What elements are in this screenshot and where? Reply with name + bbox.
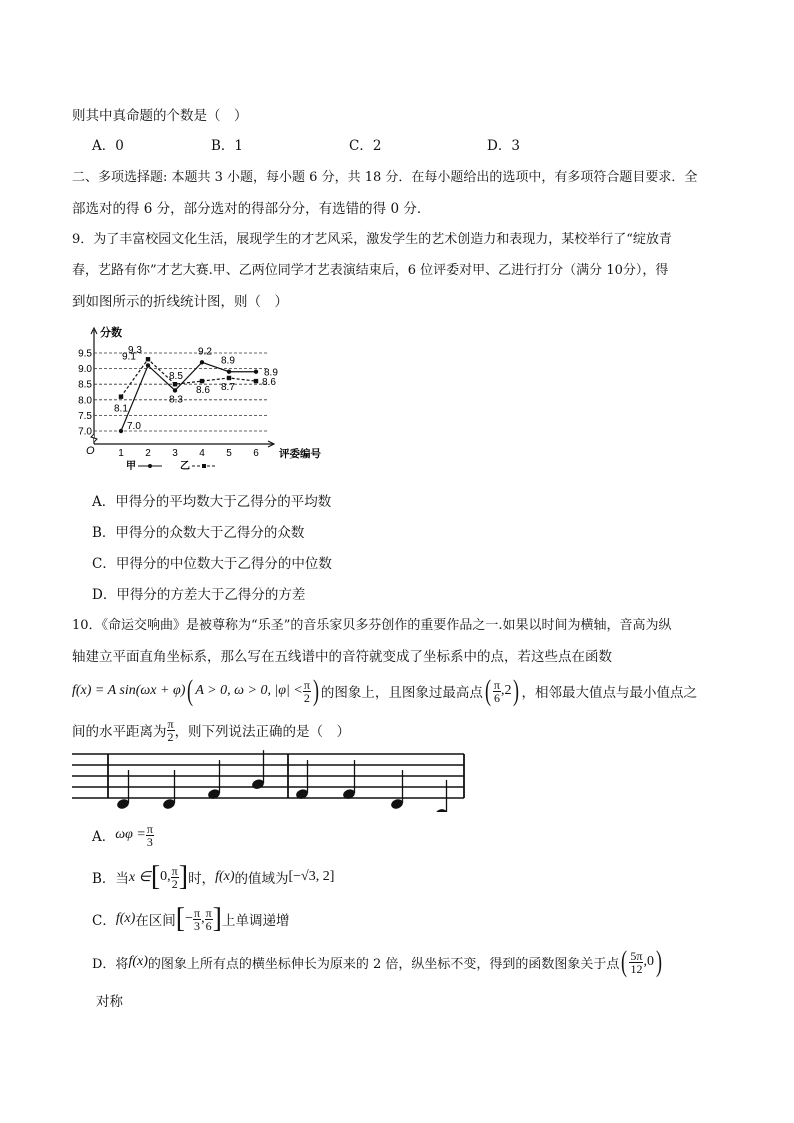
- x-axis-label: 评委编号: [279, 448, 321, 460]
- point-yi: [200, 379, 204, 383]
- y-tick-label: 8.0: [78, 395, 92, 407]
- fx-b: f(x): [215, 869, 235, 884]
- x-tick-label: 1: [118, 448, 124, 459]
- data-label: 9.2: [198, 346, 212, 358]
- x-tick-label: 6: [253, 448, 259, 459]
- data-label: 8.9: [264, 367, 278, 379]
- y-tick-label: 9.0: [78, 364, 92, 376]
- point-yi: [254, 379, 258, 383]
- after-conditions: 的图象上，且图象过最高点: [320, 685, 483, 701]
- data-label: 7.0: [127, 421, 141, 432]
- point-yi: [173, 382, 177, 386]
- q8-option-a: A．0: [92, 138, 124, 154]
- x-in: x ∈: [128, 869, 151, 885]
- function-conditions: A > 0, ω > 0, |φ| <: [195, 683, 303, 698]
- minus-sign: −: [185, 911, 194, 926]
- point-right-paren: ): [513, 674, 520, 707]
- right-bracket-c: ]: [212, 903, 222, 934]
- option-b-range-text: 的值域为: [234, 871, 289, 887]
- legend-jia-marker: [148, 464, 152, 468]
- point-d-right-paren: ): [655, 945, 662, 978]
- point-jia: [227, 370, 231, 374]
- option-d-text: 的图象上所有点的横坐标伸长为原来的 2 倍，纵坐标不变，得到的函数图象关于点: [147, 956, 620, 972]
- five-pi-over-12: $\frac{5\pi}{12}$: [630, 948, 643, 976]
- y-tick-label: 7.0: [78, 426, 92, 438]
- q10-option-b: [92, 860, 334, 894]
- data-label: 8.3: [169, 394, 183, 406]
- q9-option-b: B．甲得分的众数大于乙得分的众数: [92, 525, 305, 541]
- point-yi: [119, 394, 123, 398]
- omega-phi: ωφ =: [115, 827, 146, 842]
- q9-option-d: D．甲得分的方差大于乙得分的方差: [92, 587, 306, 603]
- option-b-when: 时，: [188, 871, 216, 887]
- line-chart: [72, 322, 352, 472]
- data-label: 8.5: [169, 371, 183, 383]
- fx-c: f(x): [115, 911, 136, 926]
- right-paren: ): [312, 674, 319, 707]
- q10-option-d: [92, 944, 664, 980]
- data-label: 8.9: [221, 355, 235, 367]
- q10-option-a: [92, 818, 154, 852]
- point-yi: [146, 357, 150, 361]
- pi-over-3: $\frac{\pi}{3}$: [146, 821, 153, 849]
- point-jia: [200, 360, 204, 364]
- q8-stem: 则其中真命题的个数是（ ）: [72, 108, 248, 124]
- pi-over-2-b: $\frac{\pi}{2}$: [171, 863, 178, 891]
- point-d-zero: ,0: [643, 954, 654, 969]
- pi-over-6: $\frac{\pi}{6}$: [493, 677, 500, 705]
- left-bracket-c: [: [175, 903, 186, 934]
- function-expression: f(x) = A sin(ωx + φ): [72, 683, 186, 698]
- legend-yi-label: 乙: [180, 461, 190, 472]
- point-jia: [146, 363, 150, 367]
- q8-option-b: B．1: [211, 138, 244, 154]
- zero: 0,: [160, 869, 171, 884]
- point-y: ,2: [500, 683, 512, 698]
- data-label: 8.1: [114, 403, 128, 415]
- data-label: 8.6: [262, 377, 276, 389]
- data-label: 8.7: [221, 381, 235, 393]
- option-a-label: A．: [92, 829, 116, 845]
- y-tick-label: 7.5: [78, 410, 92, 422]
- section2-line2: 部选对的得 6 分，部分选对的得部分分，有选错的得 0 分．: [72, 201, 431, 217]
- pi-over-2: $\frac{\pi}{2}$: [303, 677, 310, 705]
- option-d-label: D．将: [92, 956, 129, 972]
- y-tick-label: 8.5: [78, 379, 92, 391]
- line4-start: 间的水平距离为: [72, 724, 167, 740]
- q10-option-c: C． f(x) 在区间 [ − $\frac{\pi}{3}$ , $\frac{\pi}{6}$ ] 上单调递增: [92, 903, 290, 934]
- music-staff: [72, 748, 466, 812]
- option-c-interval-text: 在区间: [135, 913, 176, 929]
- x-tick-label: 2: [145, 448, 151, 459]
- q10-function-line: [72, 674, 697, 708]
- point-jia: [173, 388, 177, 392]
- right-bracket: ]: [178, 861, 189, 892]
- after-point: ，相邻最大值点与最小值点之: [521, 685, 697, 701]
- q8-option-c: C．2: [349, 138, 382, 154]
- q9-line2: 春，艺路有你”才艺大赛.甲、乙两位同学才艺表演结束后，6 位评委对甲、乙进行打分（满分 10分），得: [72, 263, 669, 278]
- x-tick-label: 3: [172, 448, 178, 459]
- point-jia: [254, 370, 258, 374]
- fx-d: f(x): [128, 954, 148, 969]
- pi-over-3-c: $\frac{\pi}{3}$: [194, 905, 201, 933]
- data-label: 8.6: [196, 385, 210, 397]
- x-tick-label: 5: [226, 448, 232, 459]
- option-b-range: [−√3, 2]: [288, 869, 335, 884]
- point-jia: [119, 429, 123, 433]
- left-bracket: [: [150, 861, 161, 892]
- option-d-tail: 对称: [96, 994, 123, 1010]
- y-tick-label: 9.5: [78, 348, 92, 360]
- q8-option-d: D．3: [487, 138, 520, 154]
- origin-label: O: [86, 445, 95, 457]
- q10-line2: 轴建立平面直角坐标系，那么写在五线谱中的音符就变成了坐标系中的点，若这些点在函数: [72, 649, 612, 665]
- option-b-label: B．当: [92, 871, 129, 887]
- legend-yi-marker: [202, 464, 206, 468]
- section2-line1: 二、多项选择题: 本题共 3 小题，每小题 6 分，共 18 分．在每小题给出的选项中，有多项符合题目要求．全: [72, 170, 698, 185]
- q9-line3: 到如图所示的折线统计图，则（ ）: [72, 294, 288, 310]
- q9-option-a: A．甲得分的平均数大于乙得分的平均数: [92, 494, 332, 510]
- legend-jia-label: 甲: [126, 461, 136, 472]
- point-left-paren: (: [484, 674, 491, 707]
- y-axis-label: 分数: [100, 327, 122, 339]
- data-label: 9.1: [122, 351, 136, 363]
- series-line-yi: [121, 359, 256, 396]
- option-c-increasing: 上单调递增: [221, 913, 290, 929]
- pi-over-2-distance: $\frac{\pi}{2}$: [167, 716, 174, 744]
- q9-line1: 9．为了丰富校园文化生活，展现学生的才艺风采，激发学生的艺术创造力和表现力，某校举行了“绽放青: [72, 232, 672, 247]
- option-c-label: C．: [92, 913, 116, 929]
- point-yi: [227, 376, 231, 380]
- line4-end: ，则下列说法正确的是（ ）: [174, 724, 351, 740]
- pi-over-6-c: $\frac{\pi}{6}$: [205, 905, 212, 933]
- point-d-left-paren: (: [621, 945, 628, 978]
- q10-line4: [72, 714, 350, 746]
- q10-line1: 10．《命运交响曲》是被尊称为“乐圣”的音乐家贝多芬创作的重要作品之一.如果以时间为横轴，音高为纵: [72, 618, 672, 633]
- data-label: 9.3: [128, 345, 142, 357]
- left-paren: (: [187, 674, 194, 707]
- q9-option-c: C．甲得分的中位数大于乙得分的中位数: [92, 556, 332, 572]
- x-tick-label: 4: [199, 448, 205, 459]
- series-line-jia: [121, 362, 256, 431]
